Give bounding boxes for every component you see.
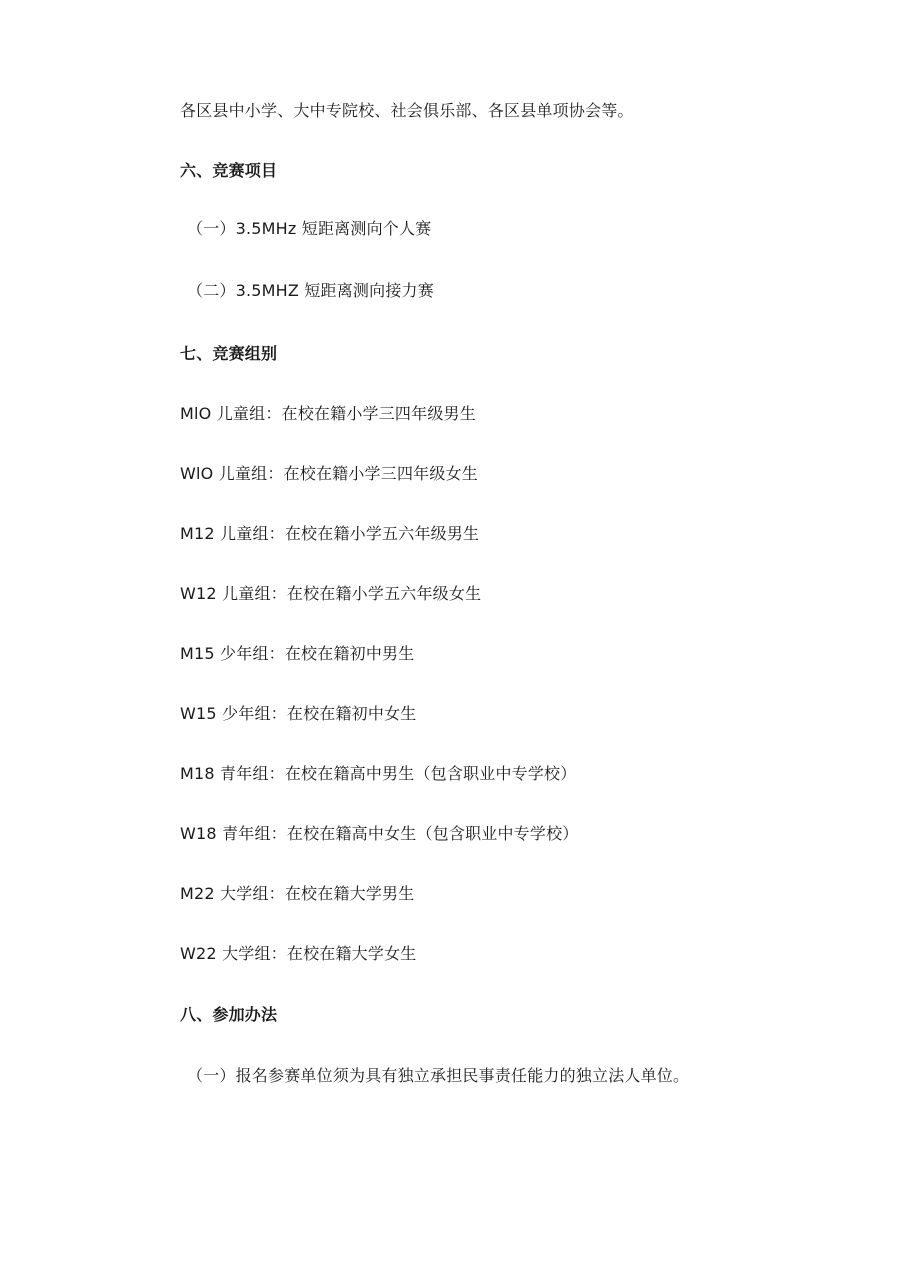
intro-line: 各区县中小学、大中专院校、社会俱乐部、各区县单项协会等。 [180,101,634,120]
group-item-m10: MlO 儿童组：在校在籍小学三四年级男生 [180,404,476,423]
group-item-w15: W15 少年组：在校在籍初中女生 [180,704,417,723]
group-item-m15: M15 少年组：在校在籍初中男生 [180,644,415,663]
group-item-w10: WlO 儿童组：在校在籍小学三四年级女生 [180,464,478,483]
participation-item-1: （一）报名参赛单位须为具有独立承担民事责任能力的独立法人单位。 [187,1066,690,1085]
group-item-w18: W18 青年组：在校在籍高中女生（包含职业中专学校） [180,824,579,843]
section-heading-competition-groups: 七、竞赛组别 [180,344,278,363]
event-item-relay: （二）3.5MHZ 短距离测向接力赛 [187,281,434,300]
group-item-m18: M18 青年组：在校在籍高中男生（包含职业中专学校） [180,764,577,783]
section-heading-competition-events: 六、竞赛项目 [180,161,278,180]
section-heading-participation: 八、参加办法 [180,1005,278,1024]
group-item-w22: W22 大学组：在校在籍大学女生 [180,944,417,963]
group-item-m12: M12 儿童组：在校在籍小学五六年级男生 [180,524,480,543]
group-item-w12: W12 儿童组：在校在籍小学五六年级女生 [180,584,482,603]
event-item-individual: （一）3.5MHz 短距离测向个人赛 [187,219,432,238]
group-item-m22: M22 大学组：在校在籍大学男生 [180,884,415,903]
